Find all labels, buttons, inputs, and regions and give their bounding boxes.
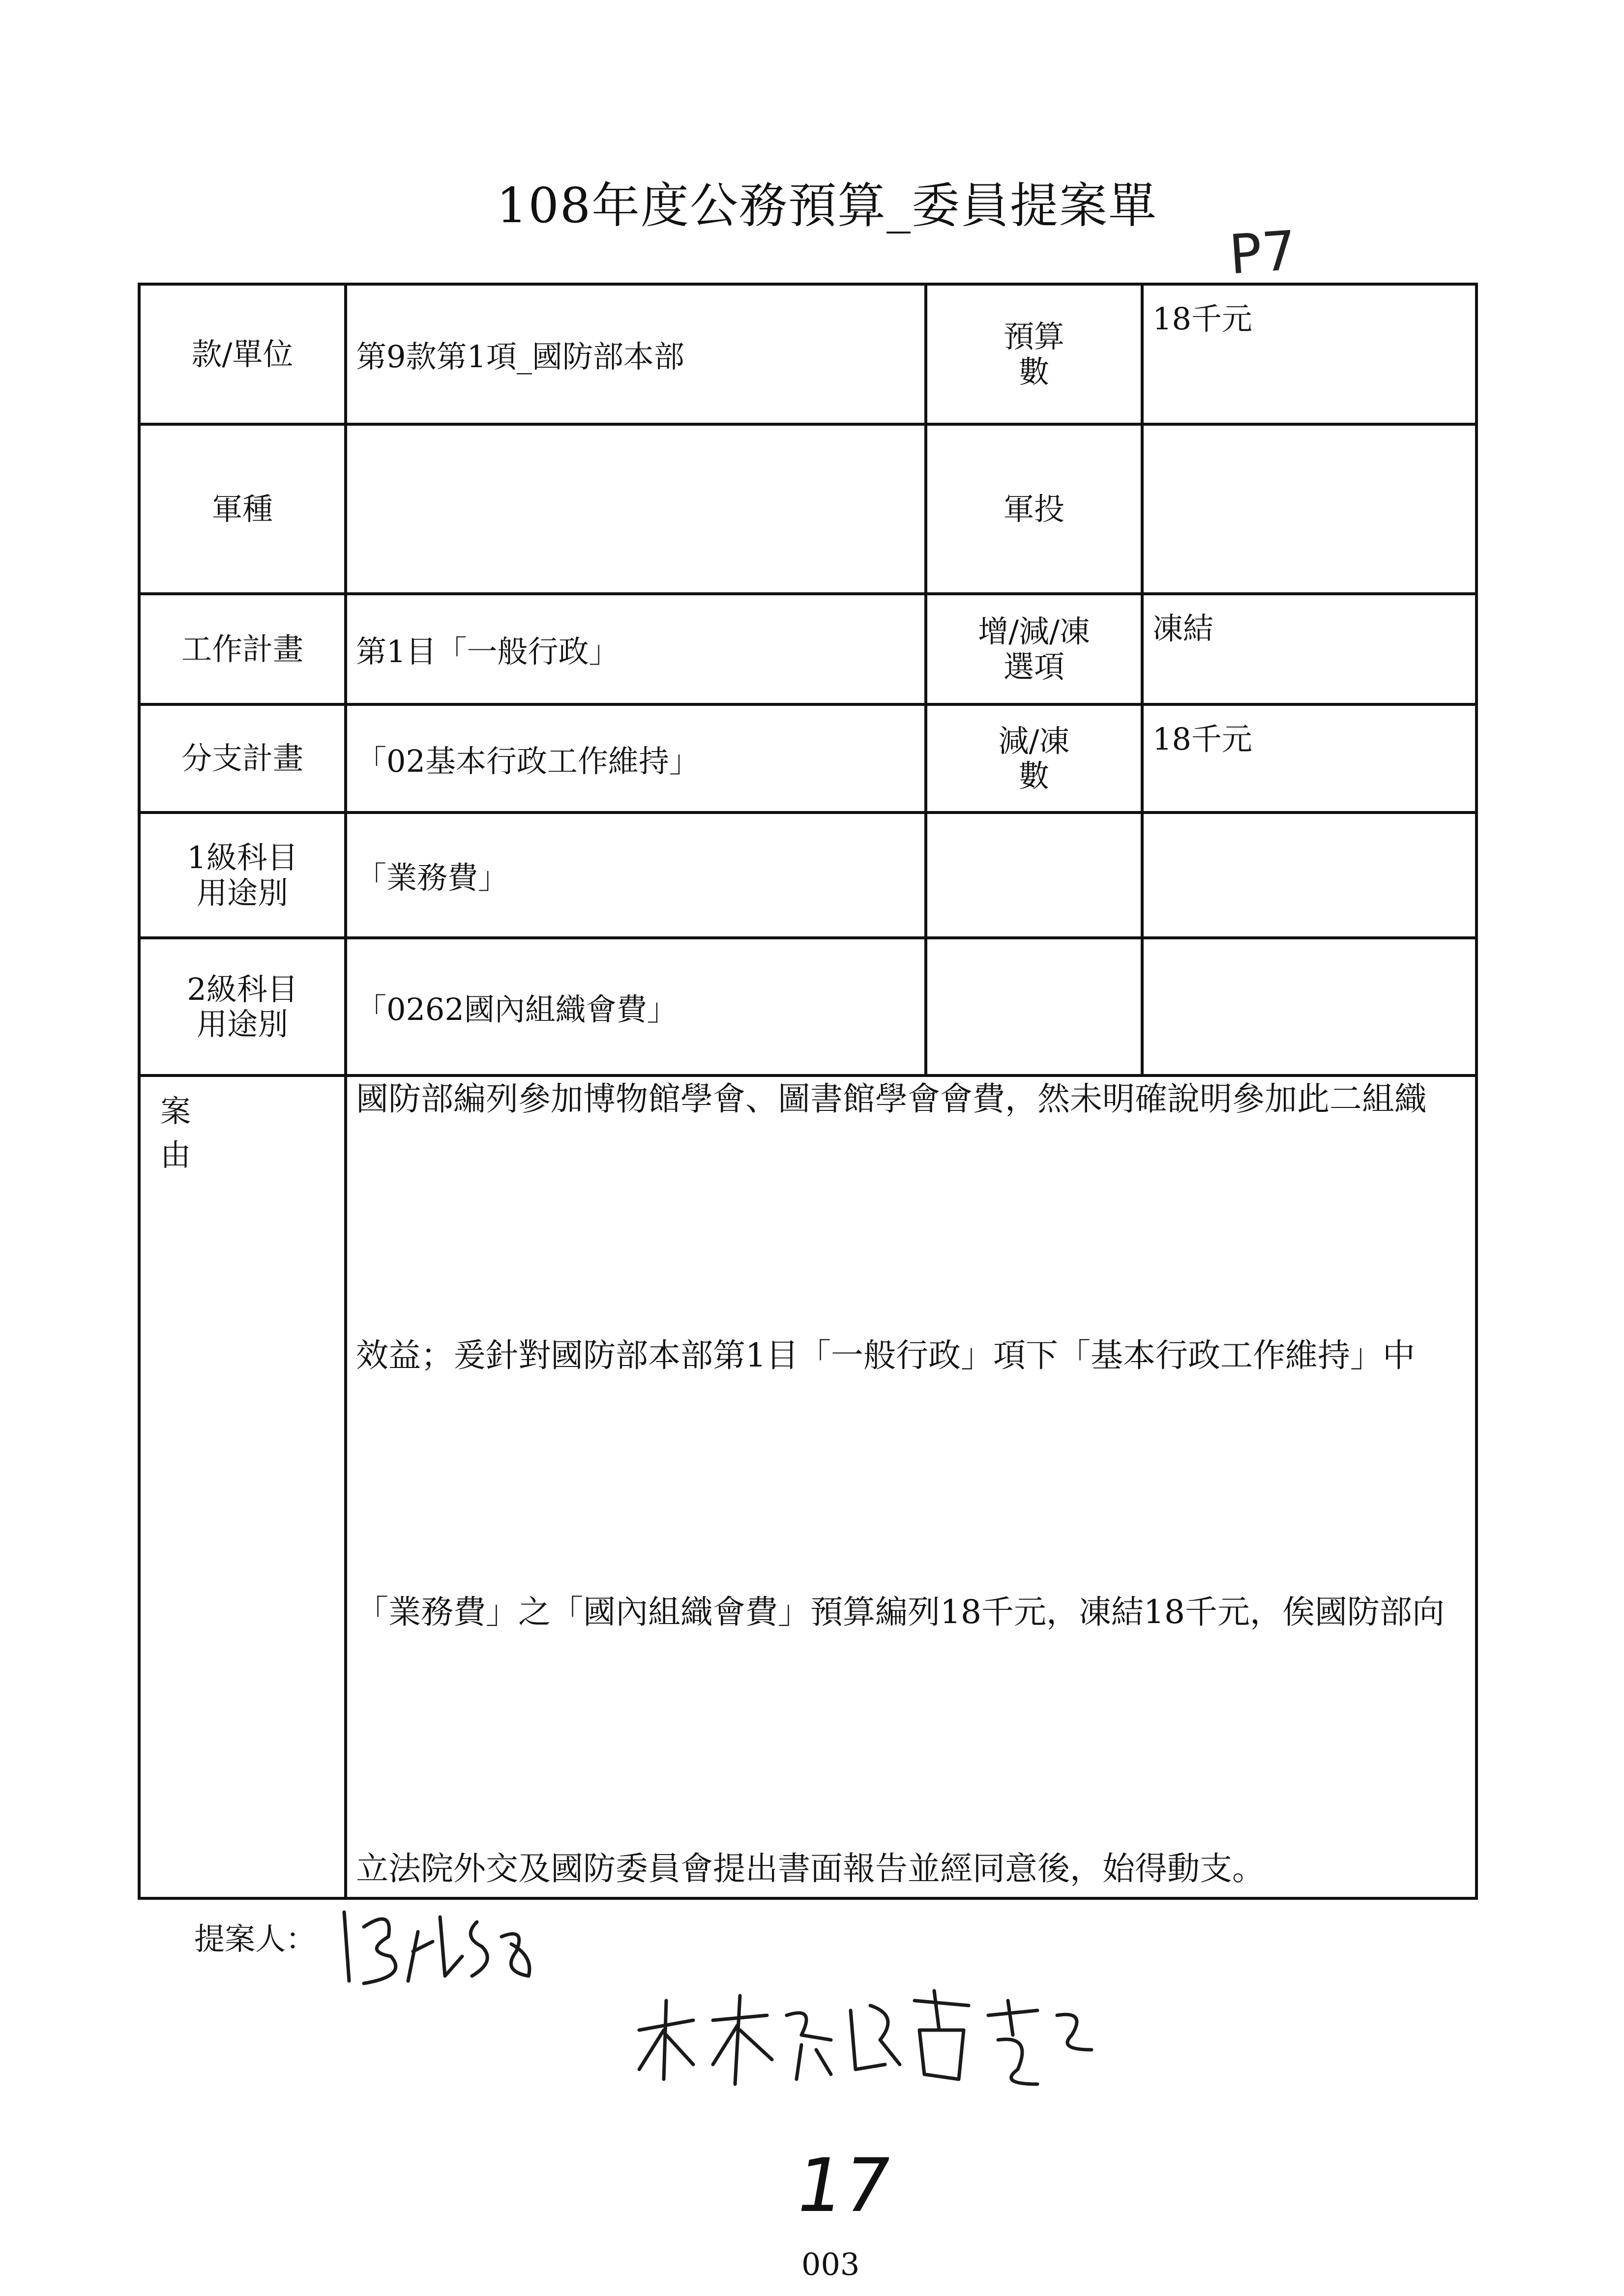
section-label: 款/單位: [139, 284, 346, 424]
amount-value: 18千元: [1142, 704, 1476, 813]
service-value: [346, 424, 926, 594]
row-level1: [139, 813, 1476, 938]
sub-plan-label: 分支計畫: [139, 704, 346, 813]
sub-plan-value: 「02基本行政工作維持」: [346, 704, 926, 813]
page-title: 108年度公務預算_委員提案單: [497, 178, 1158, 234]
level2-value: 「0262國內組織會費」: [346, 938, 926, 1075]
level2-label: 2級科目 用途別: [139, 938, 346, 1075]
signature-1: [334, 1897, 541, 1996]
reason-label: 案由: [139, 1075, 346, 1898]
level1-empty-cell-a: [926, 813, 1142, 938]
handwritten-page-note: P7: [1227, 219, 1299, 287]
action-value: 凍結: [1142, 594, 1476, 704]
section-value: 第9款第1項_國防部本部: [346, 284, 926, 424]
row-work-plan: [139, 594, 1476, 704]
row-section: [139, 284, 1476, 424]
handwritten-page-number: 17: [789, 2143, 898, 2229]
action-label: 增/減/凍 選項: [926, 594, 1142, 704]
row-sub-plan: [139, 704, 1476, 813]
reason-text: [346, 1075, 1476, 1898]
work-plan-value: 第1目「一般行政」: [346, 594, 926, 704]
service-label: 軍種: [139, 424, 346, 594]
level2-empty-cell-b: [1142, 938, 1476, 1075]
level1-empty-cell-b: [1142, 813, 1476, 938]
budget-label: 預算 數: [926, 284, 1142, 424]
reason-line: 國防部編列參加博物館學會、圖書館學會會費，然未明確說明參加此二組織: [356, 1080, 1427, 1118]
amount-label: 減/凍 數: [926, 704, 1142, 813]
budget-value: 18千元: [1142, 284, 1476, 424]
investment-value: [1142, 424, 1476, 594]
investment-label: 軍投: [926, 424, 1142, 594]
level1-value: 「業務費」: [346, 813, 926, 938]
row-service: [139, 424, 1476, 594]
work-plan-label: 工作計畫: [139, 594, 346, 704]
reason-line: 立法院外交及國防委員會提出書面報告並經同意後，始得動支。: [356, 1850, 1265, 1888]
proposal-form-table: [138, 283, 1478, 1900]
signature-2: [624, 1971, 1116, 2099]
row-level2: [139, 938, 1476, 1075]
proposer-label: 提案人：: [194, 1921, 317, 1957]
level2-empty-cell-a: [926, 938, 1142, 1075]
reason-line: 「業務費」之「國內組織會費」預算編列18千元，凍結18千元，俟國防部向: [356, 1593, 1445, 1631]
page-number: 003: [801, 2246, 860, 2282]
reason-line: 效益；爰針對國防部本部第1目「一般行政」項下「基本行政工作維持」中: [356, 1337, 1415, 1374]
level1-label: 1級科目 用途別: [139, 813, 346, 938]
row-reason: [139, 1075, 1476, 1898]
